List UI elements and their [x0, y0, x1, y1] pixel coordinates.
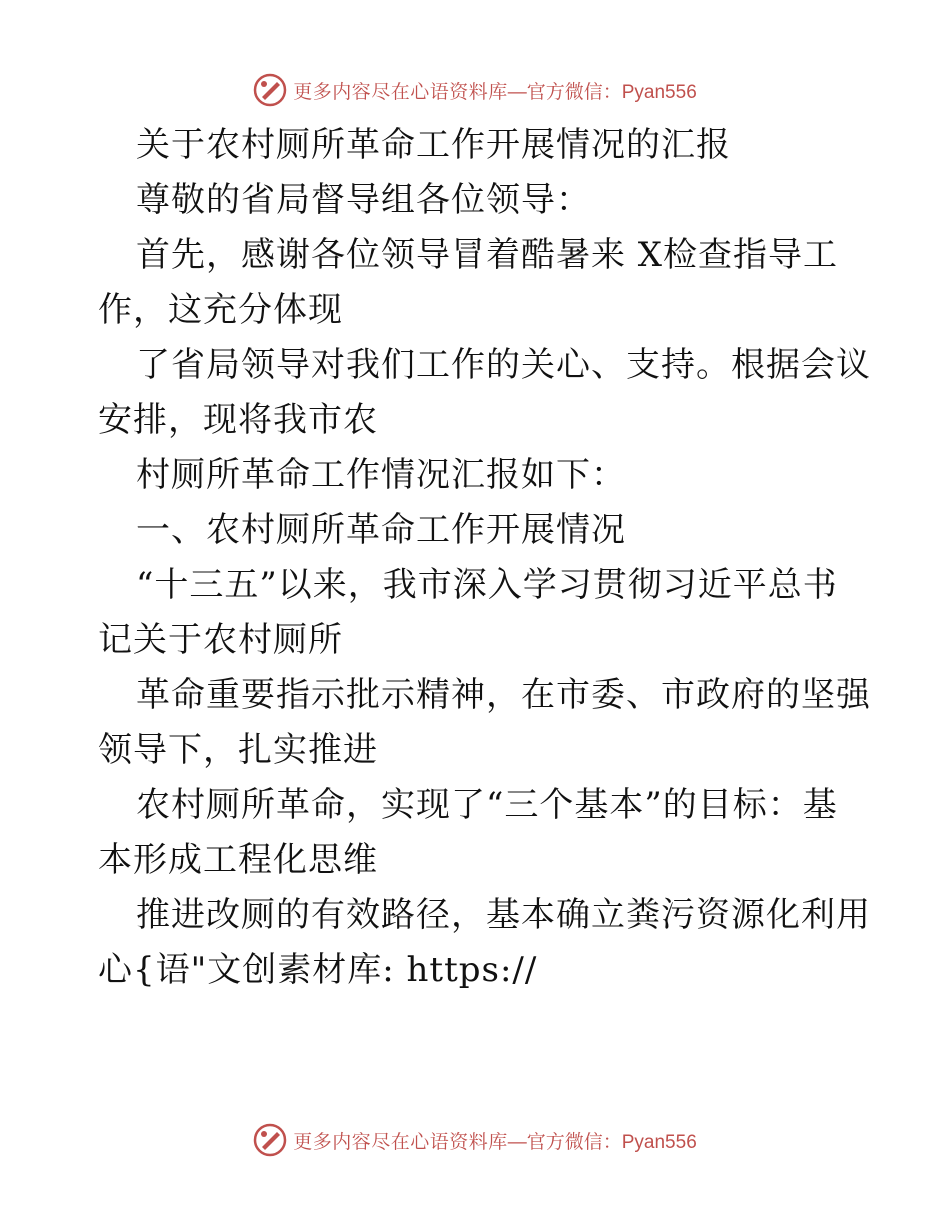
- section-heading: 一、农村厕所革命工作开展情况: [136, 510, 626, 550]
- watermark-logo-icon: [253, 73, 287, 107]
- paragraph-line: 村厕所革命工作情况汇报如下：: [136, 455, 626, 495]
- watermark-wechat: —官方微信：Pyan556: [507, 1131, 697, 1153]
- watermark-text: 更多内容尽在心语资料库: [293, 1130, 508, 1153]
- watermark-text: 更多内容尽在心语资料库: [293, 80, 508, 103]
- paragraph-line: 农村厕所革命，实现了“三个基本”的目标：基: [136, 785, 838, 825]
- paragraph-line: 记关于农村厕所: [98, 620, 343, 660]
- paragraph-line: 心{语"文创素材库: https://: [98, 950, 538, 990]
- paragraph-line: 领导下，扎实推进: [98, 730, 378, 770]
- salutation: 尊敬的省局督导组各位领导：: [136, 180, 591, 220]
- paragraph-line: 革命重要指示批示精神，在市委、市政府的坚强: [136, 675, 871, 715]
- paragraph-line: 推进改厕的有效路径，基本确立粪污资源化利用: [136, 895, 871, 935]
- document-title: 关于农村厕所革命工作开展情况的汇报: [136, 125, 731, 165]
- watermark-wechat: —官方微信：Pyan556: [507, 81, 697, 103]
- paragraph-line: 了省局领导对我们工作的关心、支持。根据会议: [136, 345, 871, 385]
- document-body: [98, 118, 871, 998]
- watermark-header: [0, 70, 950, 110]
- paragraph-line: 安排，现将我市农: [98, 400, 378, 440]
- paragraph-line: 本形成工程化思维: [98, 840, 378, 880]
- watermark-footer: [0, 1120, 950, 1160]
- watermark-logo-icon: [253, 1123, 287, 1157]
- paragraph-line: “十三五”以来，我市深入学习贯彻习近平总书: [136, 565, 838, 605]
- paragraph-line: 首先，感谢各位领导冒着酷暑来 X检查指导工: [136, 235, 839, 275]
- paragraph-line: 作，这充分体现: [98, 290, 343, 330]
